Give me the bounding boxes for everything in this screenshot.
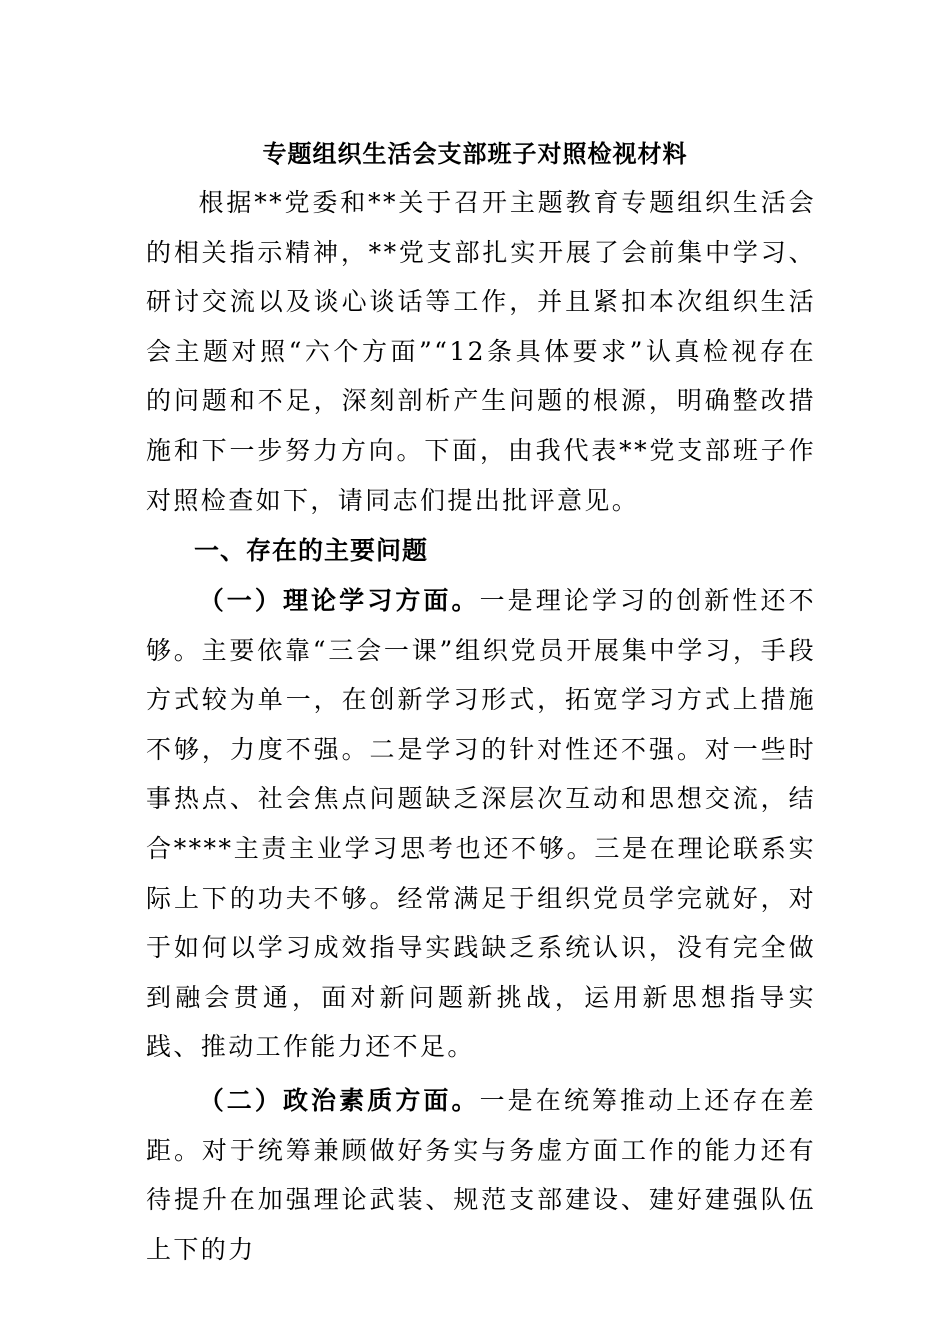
theory-study-text: 一是理论学习的创新性还不够。主要依靠“三会一课”组织党员开展集中学习，手段方式较为单一，在创新学习形式，拓宽学习方式上措施不够，力度不强。二是学习的针对性还不强。对一些时事热点、社会焦点问题缺乏深层次互动和思想交流，结合****主责主业学习思考也还不够。三是在理论联系实际上下的功夫不够。经常满足于组织党员学完就好，对于如何以学习成效指导实践缺乏系统认识，没有完全做到融会贯通，面对新问题新挑战，运用新思想指导实践、推动工作能力还不足。	[146, 586, 816, 1062]
theory-study-heading: （一）理论学习方面。	[198, 586, 480, 615]
political-quality-heading: （二）政治素质方面。	[198, 1086, 480, 1115]
political-quality-paragraph	[146, 1076, 816, 1274]
theory-study-paragraph	[146, 576, 816, 1072]
intro-text: 根据**党委和**关于召开主题教育专题组织生活会的相关指示精神，**党支部扎实开展了会前集中学习、研讨交流以及谈心谈话等工作，并且紧扣本次组织生活会主题对照“六个方面”“12条具体要求”认真检视存在的问题和不足，深刻剖析产生问题的根源，明确整改措施和下一步努力方向。下面，由我代表**党支部班子作对照检查如下，请同志们提出批评意见。	[146, 188, 816, 515]
document-title: 专题组织生活会支部班子对照检视材料	[262, 139, 688, 168]
section-heading: 一、存在的主要问题	[194, 536, 429, 565]
political-quality-text: 一是在统筹推动上还存在差距。对于统筹兼顾做好务实与务虚方面工作的能力还有待提升在加强理论武装、规范支部建设、建好建强队伍上下的力	[146, 1086, 816, 1264]
intro-paragraph	[146, 178, 816, 525]
